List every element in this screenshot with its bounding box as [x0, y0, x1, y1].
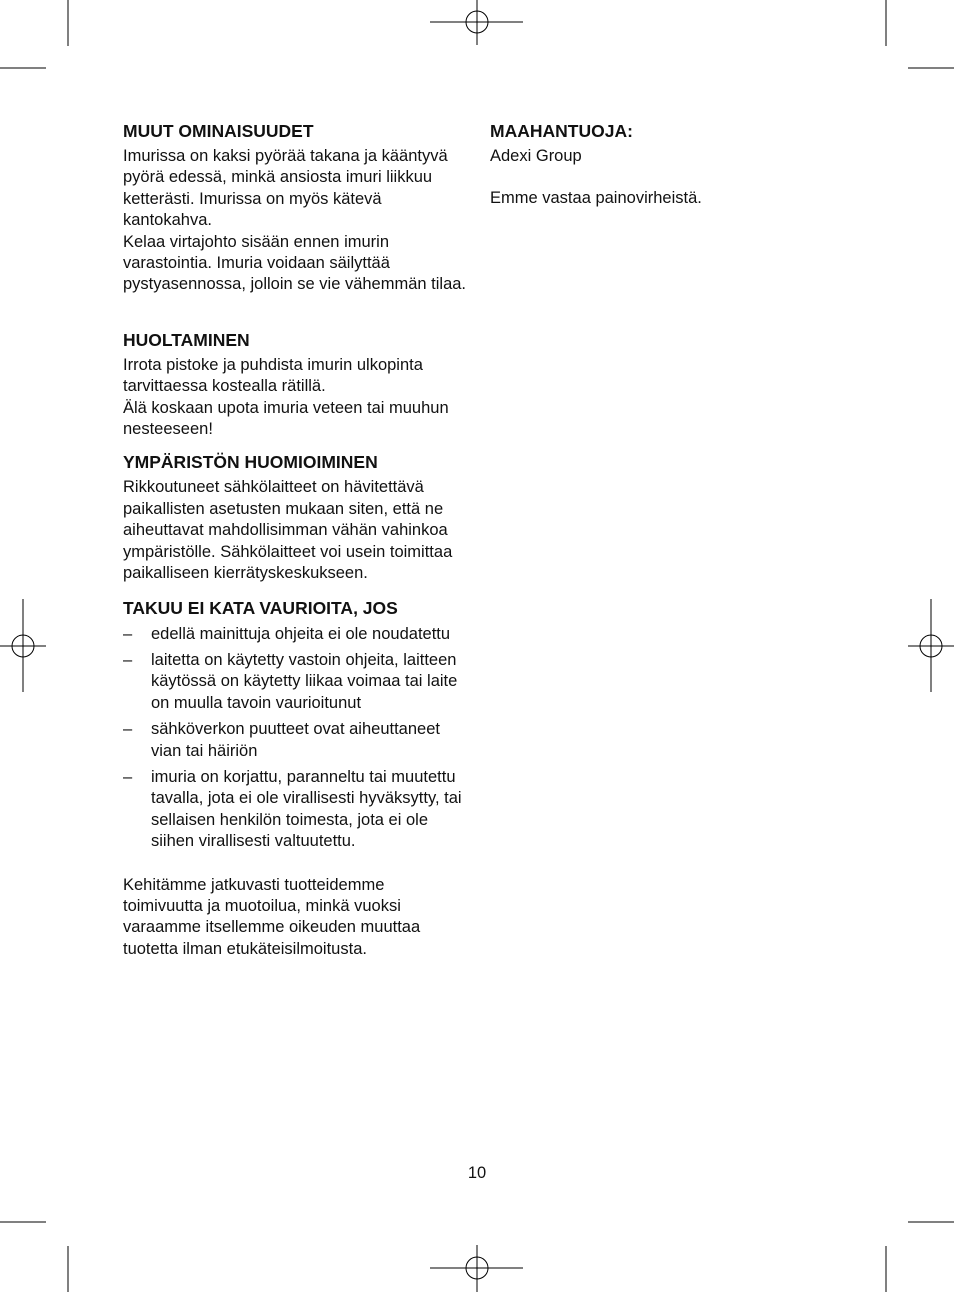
product-change-notice: Kehitämme jatkuvasti tuotteidemme toimivuutta ja muotoilua, minkä vuoksi varaamme itsellemme oikeuden muuttaa tuotetta ilman etukäteisilmoitusta. — [123, 875, 421, 958]
section-heading-importer: MAAHANTUOJA: — [490, 121, 633, 141]
list-item-text: sähköverkon puutteet ovat aiheuttaneet vian tai häiriön — [151, 720, 440, 760]
left-column — [123, 120, 468, 960]
section-heading-other-features: MUUT OMINAISUUDET — [123, 121, 314, 141]
printing-error-disclaimer: Emme vastaa painovirheistä. — [490, 189, 702, 208]
warranty-exclusions-list — [123, 624, 468, 853]
importer-name: Adexi Group — [490, 147, 582, 165]
list-item-text: edellä mainittuja ohjeita ei ole noudatettu — [151, 624, 451, 643]
list-item-text: laitetta on käytetty vastoin ohjeita, laitteen käytössä on käytetty liikaa voimaa tai laite on muulla tavoin vaurioitunut — [151, 650, 458, 712]
registration-mark-right — [908, 599, 954, 692]
other-features-paragraph-2: Kelaa virtajohto sisään ennen imurin varastointia. Imuria voidaan säilyttää pystyasennossa, jolloin se vie vähemmän tilaa. — [123, 232, 467, 294]
list-item — [123, 650, 468, 714]
section-heading-warranty-exclusions: TAKUU EI KATA VAURIOITA, JOS — [123, 597, 398, 618]
other-features-paragraph-1: Imurissa on kaksi pyörää takana ja kääntyvä pyörä edessä, minkä ansiosta imuri liikkuu ketterästi. Imurissa on myös kätevä kantokahva. — [123, 147, 448, 230]
section-heading-environment: YMPÄRISTÖN HUOMIOIMINEN — [123, 452, 378, 473]
environment-paragraph: Rikkoutuneet sähkölaitteet on hävitettävä paikallisten asetusten mukaan siten, että ne aiheuttavat mahdollisimman vähän vahinkoa ympäristölle. Sähkölaitteet voi usein toimittaa paikalliseen kierrätyskeskukseen. — [123, 478, 453, 583]
page-number: 10 — [467, 1164, 487, 1182]
maintenance-paragraph-1: Irrota pistoke ja puhdista imurin ulkopinta tarvittaessa kostealla rätillä. — [123, 355, 423, 396]
list-item-text: imuria on korjattu, paranneltu tai muutettu tavalla, jota ei ole virallisesti hyväksytty, tai sellaisen henkilön toimesta, jota ei ole siihen virallisesti valtuutettu. — [151, 767, 462, 851]
section-heading-maintenance: HUOLTAMINEN — [123, 329, 250, 350]
dash-bullet: – — [123, 720, 133, 739]
maintenance-paragraph-2: Älä koskaan upota imuria veteen tai muuhun nesteeseen! — [123, 398, 449, 439]
right-column — [490, 120, 850, 210]
dash-bullet: – — [123, 624, 133, 643]
list-item — [123, 719, 468, 762]
registration-mark-top — [430, 0, 523, 45]
registration-mark-bottom — [430, 1245, 523, 1292]
dash-bullet: – — [123, 650, 133, 669]
list-item — [123, 624, 468, 645]
registration-mark-left — [0, 599, 46, 692]
list-item — [123, 767, 468, 853]
dash-bullet: – — [123, 767, 133, 786]
